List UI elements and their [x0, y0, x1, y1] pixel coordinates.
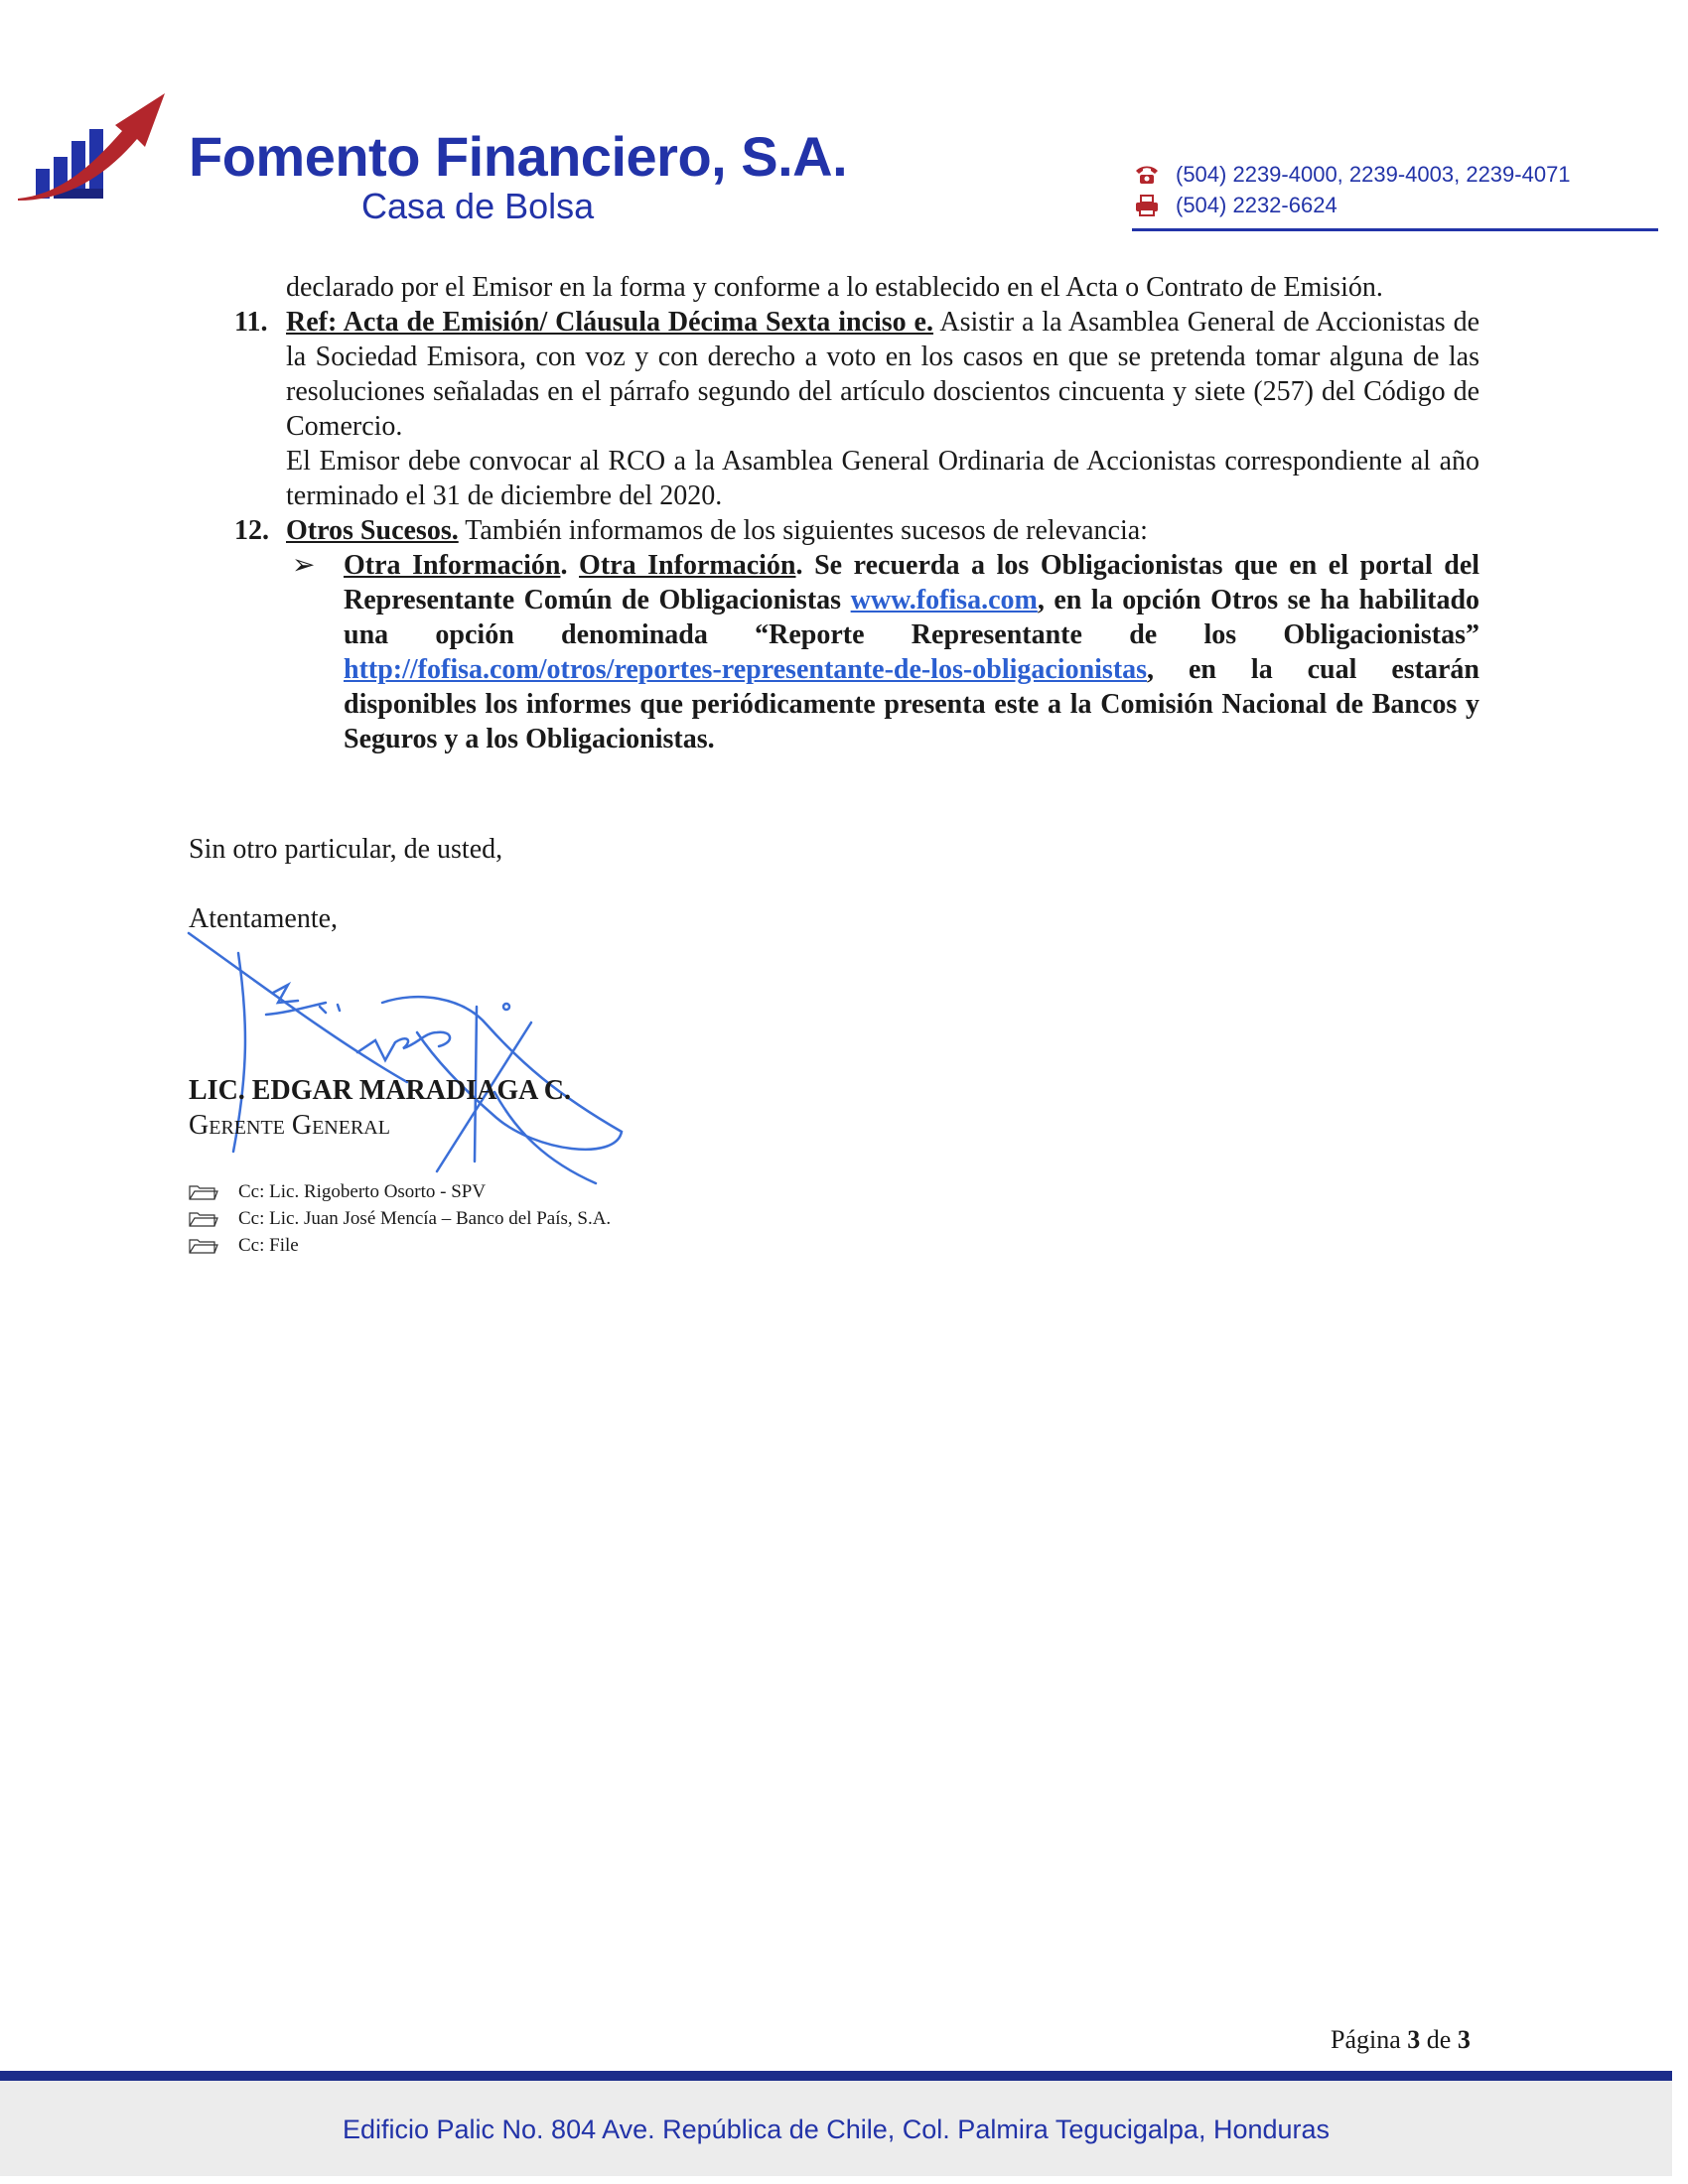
cc-item: [189, 1208, 611, 1230]
item-11-note: El Emisor debe convocar al RCO a la Asamblea General Ordinaria de Accionistas correspondiente al año terminado el 31 de diciembre del 2020.: [286, 446, 1479, 511]
item-number: 11.: [234, 307, 268, 338]
page-current: 3: [1407, 2025, 1421, 2054]
phone-icon: [1132, 164, 1162, 186]
fax-row: [1132, 190, 1571, 220]
company-subtitle: Casa de Bolsa: [361, 186, 595, 226]
folder-icon: [189, 1210, 218, 1228]
company-name: Fomento Financiero, S.A.: [189, 125, 848, 188]
continuation-paragraph: declarado por el Emisor en la forma y conforme a lo establecido en el Acta o Contrato de Emisión.: [286, 272, 1383, 303]
list-item-11: [234, 305, 1479, 444]
phone-text: (504) 2239-4000, 2239-4003, 2239-4071: [1176, 161, 1571, 187]
bullet-item: ➢ Otra Información. Otra Información. Se recuerda a los Obligacionistas que en el portal del Representante Común de Obligacionistas www.fofisa.com, en la opción Otros se ha habilitado una opción denominada “Reporte Representante de los Obligacionistas” http://fofisa.com/otros/reportes-representante-de-los-obligacionistas, en la cual estarán disponibles los informes que periódicamente presenta este a la Comisión Nacional de Bancos y Seguros y a los Obligacionistas.: [292, 550, 1480, 754]
company-logo: [18, 91, 167, 220]
signer-title: Gerente General: [189, 1110, 390, 1141]
bullet-text: Se recuerda a los Obligacionistas que en el portal del Representante Común de Obligacionistas: [344, 550, 1480, 615]
folder-icon: [189, 1183, 218, 1201]
closing-line: Sin otro particular, de usted,: [189, 834, 503, 865]
item-number: 12.: [234, 515, 269, 546]
item-title: Otros Sucesos.: [286, 515, 459, 546]
signature-image: [179, 923, 655, 1221]
bullet-label-2: Otra Información: [579, 550, 796, 581]
bullet-text-3: , en la cual estarán disponibles los informes que periódicamente presenta este a la Comisión Nacional de Bancos y Seguros y a los Obligacionistas.: [344, 654, 1479, 754]
portal-link[interactable]: www.fofisa.com: [850, 585, 1038, 615]
signer-name: LIC. EDGAR MARADIAGA C.: [189, 1075, 572, 1106]
arrow-bullet-icon: ➢: [292, 550, 316, 581]
cc-item: [189, 1181, 486, 1203]
page-of: de: [1426, 2025, 1452, 2054]
cc-text: Cc: Lic. Juan José Mencía – Banco del País, S.A.: [238, 1208, 612, 1229]
contact-block: [1132, 159, 1571, 220]
list-item-12: [234, 513, 1479, 548]
page-total: 3: [1457, 2025, 1471, 2054]
cc-text: Cc: File: [238, 1235, 299, 1256]
footer-divider: [0, 2071, 1672, 2081]
bullet-label: Otra Información: [344, 550, 561, 581]
page-label: Página: [1331, 2025, 1401, 2054]
salutation: Atentamente,: [189, 903, 339, 934]
item-text: Asistir a la Asamblea General de Accionistas de la Sociedad Emisora, con voz y con derecho a voto en los casos en que se pretenda tomar alguna de las resoluciones señaladas en el párrafo segundo del artículo doscientos cincuenta y siete (257) del Código de Comercio.: [286, 307, 1479, 442]
cc-text: Cc: Lic. Rigoberto Osorto - SPV: [238, 1181, 487, 1202]
header-divider: [1132, 228, 1658, 231]
page-number: [1331, 2025, 1471, 2055]
letterhead: [0, 0, 1688, 238]
item-ref-title: Ref: Acta de Emisión/ Cláusula Décima Sexta inciso e.: [286, 307, 933, 338]
report-link[interactable]: http://fofisa.com/otros/reportes-representante-de-los-obligacionistas: [344, 654, 1148, 685]
phone-row: [1132, 159, 1571, 190]
bullet-text-2: , en la opción Otros se ha habilitado una opción denominada “Reporte Representante de los Obligacionistas”: [344, 585, 1480, 650]
folder-icon: [189, 1237, 218, 1255]
letter-body: [189, 270, 1479, 756]
footer-address: Edificio Palic No. 804 Ave. República de Chile, Col. Palmira Tegucigalpa, Honduras: [342, 2115, 1331, 2144]
fax-icon: [1132, 195, 1162, 216]
fax-text: (504) 2232-6624: [1176, 192, 1337, 217]
item-text: También informamos de los siguientes sucesos de relevancia:: [465, 515, 1148, 546]
cc-item: [189, 1235, 299, 1257]
